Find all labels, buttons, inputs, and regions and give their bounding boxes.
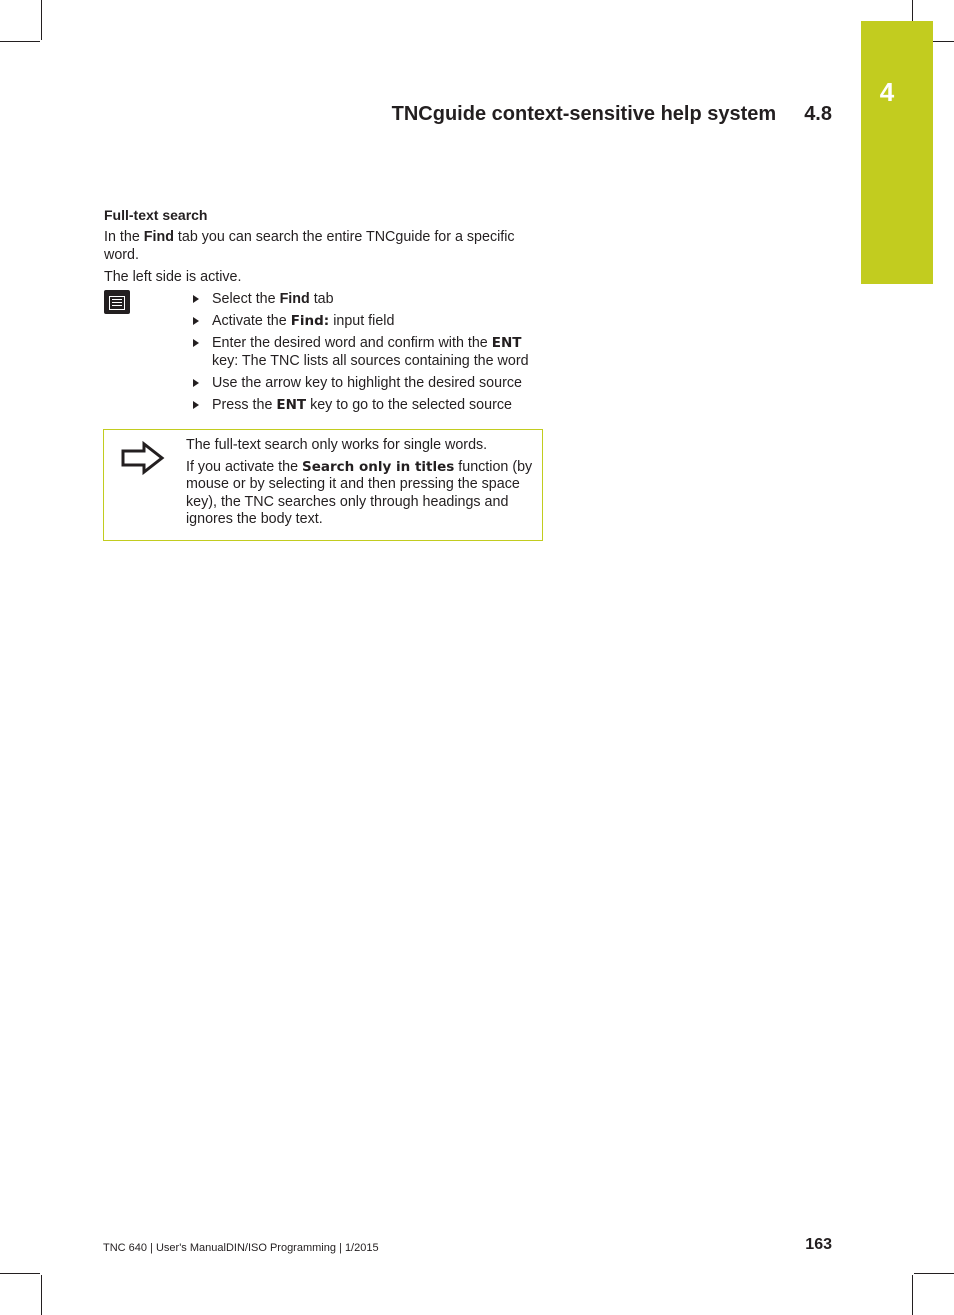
list-item — [212, 334, 544, 370]
step-text-end: tab — [309, 291, 334, 307]
section-title: TNCguide context-sensitive help system — [391, 103, 777, 125]
crop-mark — [0, 41, 40, 42]
intro-text-end: tab you can search the entire TNCguide for a specific word. — [104, 229, 515, 263]
intro-keyword: Find — [143, 229, 174, 245]
step-keyword: Find — [279, 291, 310, 307]
left-side-paragraph: The left side is active. — [104, 269, 242, 285]
step-keyword: Find: — [290, 313, 330, 329]
crop-mark — [912, 1275, 913, 1315]
intro-paragraph — [104, 228, 544, 264]
step-keyword: ENT — [491, 335, 522, 351]
footer-text: TNC 640 | User's ManualDIN/ISO Programming | 1/2015 — [103, 1242, 379, 1254]
crop-mark — [0, 1273, 40, 1274]
note-line: The full-text search only works for single words. — [186, 437, 488, 453]
note-box — [103, 429, 543, 541]
triangle-bullet-icon — [193, 339, 199, 347]
running-header — [392, 103, 832, 126]
note-line — [186, 459, 538, 529]
step-text: Use the arrow key to highlight the desired source — [212, 375, 522, 391]
section-number: 4.8 — [804, 103, 832, 125]
step-text: Select the — [212, 291, 280, 307]
subheading: Full-text search — [104, 207, 208, 223]
note-text-end: function (by mouse or by selecting it and then pressing the space key), the TNC searches only through headings and ignores the body text. — [186, 458, 533, 527]
list-item — [212, 290, 544, 308]
step-text-end: key to go to the selected source — [306, 397, 512, 413]
step-text: Activate the — [212, 313, 291, 329]
list-item — [212, 312, 544, 330]
step-keyword: ENT — [276, 397, 307, 413]
triangle-bullet-icon — [193, 379, 199, 387]
triangle-bullet-icon — [193, 295, 199, 303]
list-item — [212, 374, 544, 392]
note-keyword: Search only in titles — [302, 458, 455, 475]
crop-mark — [914, 1273, 954, 1274]
keyboard-icon — [104, 290, 130, 314]
step-list — [104, 290, 544, 414]
crop-mark — [41, 0, 42, 40]
page-number: 163 — [805, 1236, 832, 1253]
note-text — [186, 437, 538, 533]
chapter-number: 4 — [879, 77, 895, 107]
step-text: Press the — [212, 397, 277, 413]
step-text-end: key: The TNC lists all sources containing the word — [212, 353, 529, 369]
step-text-end: input field — [329, 313, 395, 329]
main-content — [104, 206, 544, 418]
triangle-bullet-icon — [193, 317, 199, 325]
arrow-right-icon — [120, 440, 166, 476]
step-text: Enter the desired word and confirm with the — [212, 335, 492, 351]
list-item — [212, 396, 544, 414]
chapter-tab — [861, 21, 933, 284]
intro-text: In the — [104, 229, 144, 245]
steps-block — [104, 290, 544, 414]
note-text-start: If you activate the — [186, 458, 303, 475]
triangle-bullet-icon — [193, 401, 199, 409]
crop-mark — [41, 1275, 42, 1315]
